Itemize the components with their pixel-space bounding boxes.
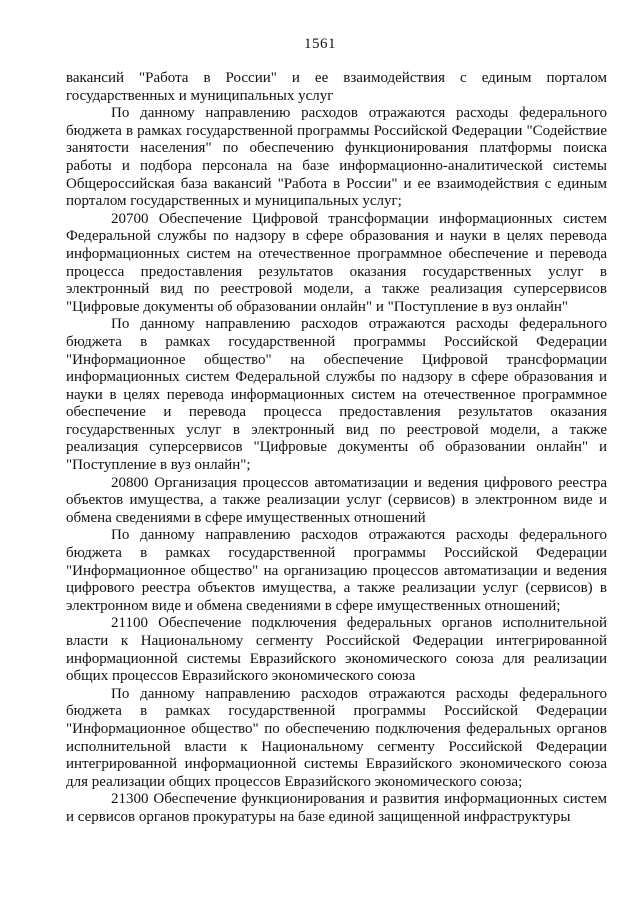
document-body <box>66 70 607 827</box>
paragraph-description: По данному направлению расходов отражаются расходы федерального бюджета в рамках государственной программы Российской Федерации "Содействие занятости населения" по обеспечению функционирования платформы поиска работы и подбора персонала на базе информационно-аналитической системы Общероссийская база вакансий "Работа в России" и ее взаимодействия с единым порталом государственных и муниципальных услуг; <box>66 105 607 210</box>
paragraph-code-21100: 21100 Обеспечение подключения федеральных органов исполнительной власти к Национальному сегменту Российской Федерации интегрированной информационной системы Евразийского экономического союза для реализации общих процессов Евразийского экономического союза <box>66 615 607 685</box>
paragraph-description: По данному направлению расходов отражаются расходы федерального бюджета в рамках государственной программы Российской Федерации "Информационное общество" по обеспечению подключения федеральных органов исполнительной власти к Национальному сегменту Российской Федерации интегрированной информационной системы Евразийского экономического союза для реализации общих процессов Евразийского экономического союза; <box>66 685 607 790</box>
paragraph-code-20700: 20700 Обеспечение Цифровой трансформации информационных систем Федеральной службы по надзору в сфере образования и науки в целях перевода информационных систем на отечественное программное обеспечение и перевода процесса предоставления результатов оказания государственных услуг в электронный вид по реестровой модели, а также реализация суперсервисов "Цифровые документы об образовании онлайн" и "Поступление в вуз онлайн" <box>66 210 607 315</box>
paragraph-code-21300: 21300 Обеспечение функционирования и развития информационных систем и сервисов органов прокуратуры на базе единой защищенной инфраструктуры <box>66 791 607 825</box>
paragraph-description: По данному направлению расходов отражаются расходы федерального бюджета в рамках государственной программы Российской Федерации "Информационное общество" на обеспечение Цифровой трансформации информационных систем Федеральной службы по надзору в сфере образования и науки в целях перевода информационных систем на отечественное программное обеспечение и перевода процесса предоставления результатов оказания государственных услуг в электронный вид по реестровой модели, а также реализация суперсервисов "Цифровые документы об образовании онлайн" и "Поступление в вуз онлайн"; <box>66 316 607 474</box>
paragraph-continuation: вакансий "Работа в России" и ее взаимодействия с единым порталом государственных и муниципальных услуг <box>66 70 607 104</box>
page-number: 1561 <box>304 36 336 52</box>
paragraph-code-20800: 20800 Организация процессов автоматизации и ведения цифрового реестра объектов имущества, а также реализации услуг (сервисов) в электронном виде и обмена сведениями в сфере имущественных отношений <box>66 474 607 526</box>
paragraph-description: По данному направлению расходов отражаются расходы федерального бюджета в рамках государственной программы Российской Федерации "Информационное общество" на организацию процессов автоматизации и ведения цифрового реестра объектов имущества, а также реализации услуг (сервисов) в электронном виде и обмена сведениями в сфере имущественных отношений; <box>66 527 607 614</box>
